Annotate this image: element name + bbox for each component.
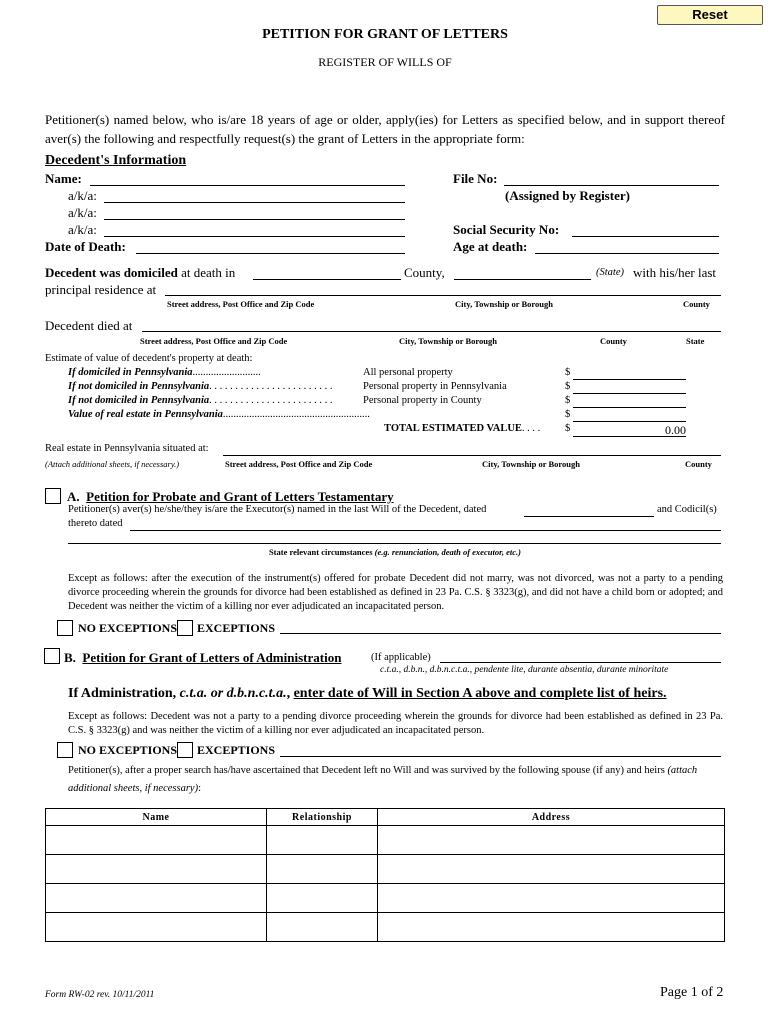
real-estate-label: Real estate in Pennsylvania situated at: [45,443,209,454]
col-city-label: City, Township or Borough [455,299,553,309]
b-no-exceptions-checkbox[interactable] [57,742,73,758]
estimate-row: Value of real estate in Pennsylvania........................................................ [68,409,370,420]
col-city3-label: City, Township or Borough [482,459,580,469]
heir-name-cell[interactable] [46,913,267,942]
ssn-field[interactable] [572,236,719,237]
dod-label: Date of Death: [45,239,126,254]
reset-button[interactable]: Reset [657,5,763,25]
estimate-desc: Personal property in County [363,395,482,406]
page-number: Page 1 of 2 [660,985,724,1000]
state-paren: (State) [596,267,624,278]
heir-relationship-cell[interactable] [267,884,378,913]
section-a-line1: Petitioner(s) aver(s) he/she/they is/are the Executor(s) named in the last Will of the Decedent, dated [68,504,487,515]
age-field[interactable] [535,253,719,254]
intro-paragraph: Petitioner(s) named below, who is/are 18 years of age or older, apply(ies) for Letters as specified below, and in support thereof aver(s) the following and respectfully request(s) the grant of Letters in the appropriate form: [45,112,725,146]
heirs-header-relationship: Relationship [267,809,378,826]
name-label: Name: [45,171,82,186]
col-city2-label: City, Township or Borough [399,336,497,346]
principal-residence-field[interactable] [165,295,721,296]
aka2-field[interactable] [104,219,405,220]
file-no-field[interactable] [504,185,719,186]
col-county-label: County [683,299,710,309]
heirs-header-address: Address [378,809,725,826]
attach-note: (Attach additional sheets, if necessary.) [45,459,180,469]
a-no-exceptions-checkbox[interactable] [57,620,73,636]
page-title: PETITION FOR GRANT OF LETTERS [262,27,508,42]
section-b-except: Except as follows: Decedent was not a party to a pending divorce proceeding wherein the grounds for divorce had been established as defined in 23 Pa. C.S. § 3323(g) and was neither the victim of a killing nor ever adjudicated an incapacitated person. [68,711,723,736]
domiciled-rest: at death in [177,265,236,280]
codicils-label: and Codicil(s) [657,504,717,515]
circumstances-field[interactable] [68,543,721,544]
page-subtitle: REGISTER OF WILLS OF [318,55,452,69]
domiciled-bold: Decedent was domiciled [45,265,178,280]
dollar-sign: $ [565,423,571,434]
county-word: County, [404,265,445,280]
age-label: Age at death: [453,239,528,254]
heir-name-cell[interactable] [46,884,267,913]
dod-field[interactable] [136,253,405,254]
circumstances-label: State relevant circumstances (e.g. renunciation, death of executor, etc.) [268,547,522,557]
heir-relationship-cell[interactable] [267,826,378,855]
section-a-except: Except as follows: after the execution of the instrument(s) offered for probate Decedent did not marry, was not divorced, was not a party to a pending divorce proceeding wherein the grounds for divorce had been established as defined in 23 Pa. C.S. § 3323(g), and did not have a child born or adopted; and Decedent was neither the victim of a killing nor ever adjudicated an incapacitated person. [68,573,723,612]
total-value: 0.00 [665,423,686,437]
col-state2-label: State [686,336,705,346]
ssn-label: Social Security No: [453,222,560,237]
a-exceptions-label: EXCEPTIONS [197,621,276,635]
col-county2-label: County [600,336,627,346]
estimate-field-2[interactable] [573,393,686,394]
table-row [46,884,725,913]
admin-instructions: If Administration, c.t.a. or d.b.n.c.t.a., enter date of Will in Section A above and complete list of heirs. [68,686,667,701]
admin-types: c.t.a., d.b.n., d.b.n.c.t.a., pendente lite, durante absentia, durante minoritate [380,665,669,675]
b-exceptions-field[interactable] [280,756,721,757]
aka2-label: a/k/a: [68,205,97,220]
table-row [46,826,725,855]
aka3-label: a/k/a: [68,222,97,237]
admin-type-field[interactable] [440,662,721,663]
decedent-heading: Decedent's Information [45,153,187,168]
estimate-row: If not domiciled in Pennsylvania. . . . . . . . . . . . . . . . . . . . . . . . [68,381,333,392]
estimate-desc: Personal property in Pennsylvania [363,381,507,392]
real-estate-field[interactable] [223,455,721,456]
applicable-note: (If applicable) [371,652,431,663]
aka3-field[interactable] [104,236,405,237]
col-street2-label: Street address, Post Office and Zip Code [140,336,288,346]
b-exceptions-label: EXCEPTIONS [197,743,276,757]
will-date-field[interactable] [524,516,654,517]
heirs-table [45,808,725,942]
estimate-field-4[interactable] [573,421,686,422]
section-b-checkbox[interactable] [44,648,60,664]
total-label: TOTAL ESTIMATED VALUE. . . . [384,423,541,434]
codicil-date-field[interactable] [130,530,721,531]
form-number: Form RW-02 rev. 10/11/2011 [45,990,155,1000]
heirs-header-name: Name [46,809,267,826]
a-exceptions-checkbox[interactable] [177,620,193,636]
a-no-exceptions-label: NO EXCEPTIONS [78,621,178,635]
heir-address-cell[interactable] [378,826,725,855]
died-at-field[interactable] [142,331,721,332]
aka1-field[interactable] [104,202,405,203]
search-paragraph: Petitioner(s), after a proper search has/have ascertained that Decedent left no Will and was survived by the following spouse (if any) and heirs (attach additional sheets, if necessary): [68,765,698,794]
dollar-sign: $ [565,367,571,378]
heir-address-cell[interactable] [378,855,725,884]
col-street-label: Street address, Post Office and Zip Code [167,299,315,309]
thereto-dated-label: thereto dated [68,518,123,529]
heir-relationship-cell[interactable] [267,913,378,942]
dollar-sign: $ [565,409,571,420]
name-field[interactable] [90,185,405,186]
died-at-label: Decedent died at [45,318,133,333]
dollar-sign: $ [565,381,571,392]
domicile-state-field[interactable] [454,279,591,280]
domiciled-text [45,265,235,281]
section-a-heading: A. Petition for Probate and Grant of Letters Testamentary [67,489,394,504]
b-exceptions-checkbox[interactable] [177,742,193,758]
with-last-text: with his/her last [633,265,717,280]
file-no-label: File No: [453,171,498,186]
section-b-heading: B. Petition for Grant of Letters of Administration [64,650,342,665]
heir-relationship-cell[interactable] [267,855,378,884]
aka1-label: a/k/a: [68,188,97,203]
a-exceptions-field[interactable] [280,633,721,634]
estimate-row: If domiciled in Pennsylvania.......................... [68,367,261,378]
col-street3-label: Street address, Post Office and Zip Code [225,459,373,469]
heir-address-cell[interactable] [378,913,725,942]
heir-name-cell[interactable] [46,855,267,884]
estimate-field-1[interactable] [573,379,686,380]
principal-text: principal residence at [45,282,157,297]
table-row [46,855,725,884]
table-row [46,913,725,942]
estimate-row: If not domiciled in Pennsylvania. . . . . . . . . . . . . . . . . . . . . . . . [68,395,333,406]
estimate-desc: All personal property [363,367,453,378]
domicile-county-field[interactable] [253,279,401,280]
section-a-checkbox[interactable] [45,488,61,504]
assigned-note: (Assigned by Register) [505,188,630,203]
b-no-exceptions-label: NO EXCEPTIONS [78,743,178,757]
heir-name-cell[interactable] [46,826,267,855]
estimate-heading: Estimate of value of decedent's property at death: [45,353,253,364]
heir-address-cell[interactable] [378,884,725,913]
estimate-field-3[interactable] [573,407,686,408]
col-county3-label: County [685,459,712,469]
dollar-sign: $ [565,395,571,406]
